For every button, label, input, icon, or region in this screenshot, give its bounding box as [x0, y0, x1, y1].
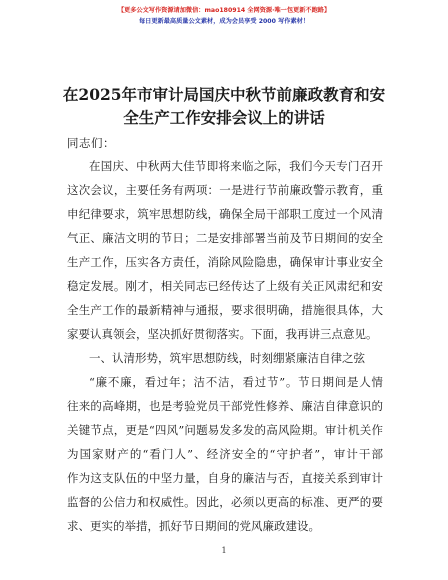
body-line: 全生产工作的最新精神与通报，要求很明确，措施很具体，大	[67, 303, 383, 317]
body-line: 生产工作，压实各方责任，消除风险隐患，确保审计事业安全	[67, 255, 383, 269]
salutation: 同志们：	[67, 136, 115, 150]
document-title-line-1: 在2025年市审计局国庆中秋节前廉政教育和安	[62, 85, 386, 104]
body-line: 往来的高峰期，也是考验党员干部党性修养、廉洁自律意识的	[67, 399, 383, 413]
body-line: 申纪律要求，筑牢思想防线，确保全局干部职工度过一个风清	[67, 207, 383, 221]
document-title-line-2: 全生产工作安排会议上的讲话	[123, 108, 325, 127]
body-line: 关键节点，更是“四风”问题易发多发的高风险期。审计机关作	[67, 423, 383, 437]
body-line: 为国家财产的“看门人”、经济安全的“守护者”，审计干部	[67, 447, 383, 461]
body-line: 气正、廉洁文明的节日；二是安排部署当前及节日期间的安全	[67, 231, 383, 245]
page-number: 1	[221, 546, 227, 555]
body-line: 稳定发展。刚才，相关同志已经传达了上级有关正风肃纪和安	[67, 279, 383, 293]
body-line: 家要认真领会，坚决抓好贯彻落实。下面，我再讲三点意见。	[67, 327, 378, 341]
body-line: 作为这支队伍的中坚力量，自身的廉洁与否，直接关系到审计	[67, 471, 383, 485]
body-line: 求、更实的举措，抓好节日期间的党风廉政建设。	[67, 519, 320, 533]
body-line: 在国庆、中秋两大佳节即将来临之际，我们今天专门召开	[89, 159, 383, 173]
body-line: “廉不廉，看过年；洁不洁，看过节”。节日期间是人情	[89, 375, 383, 389]
body-line: 监督的公信力和权威性。因此，必须以更高的标准、更严的要	[67, 495, 383, 509]
promo-banner-line-2: 每日更新最高质量公文素材，成为会员享受 2000 写作素材！	[138, 18, 310, 25]
body-line: 这次会议，主要任务有两项：一是进行节前廉政警示教育，重	[67, 183, 383, 197]
section-heading-1: 一、认清形势，筑牢思想防线，时刻绷紧廉洁自律之弦	[89, 351, 365, 365]
promo-banner-line-1: 【更多公文写作资源请加微信：mao180914 全网资源·唯一包更新不跑路】	[117, 7, 331, 14]
